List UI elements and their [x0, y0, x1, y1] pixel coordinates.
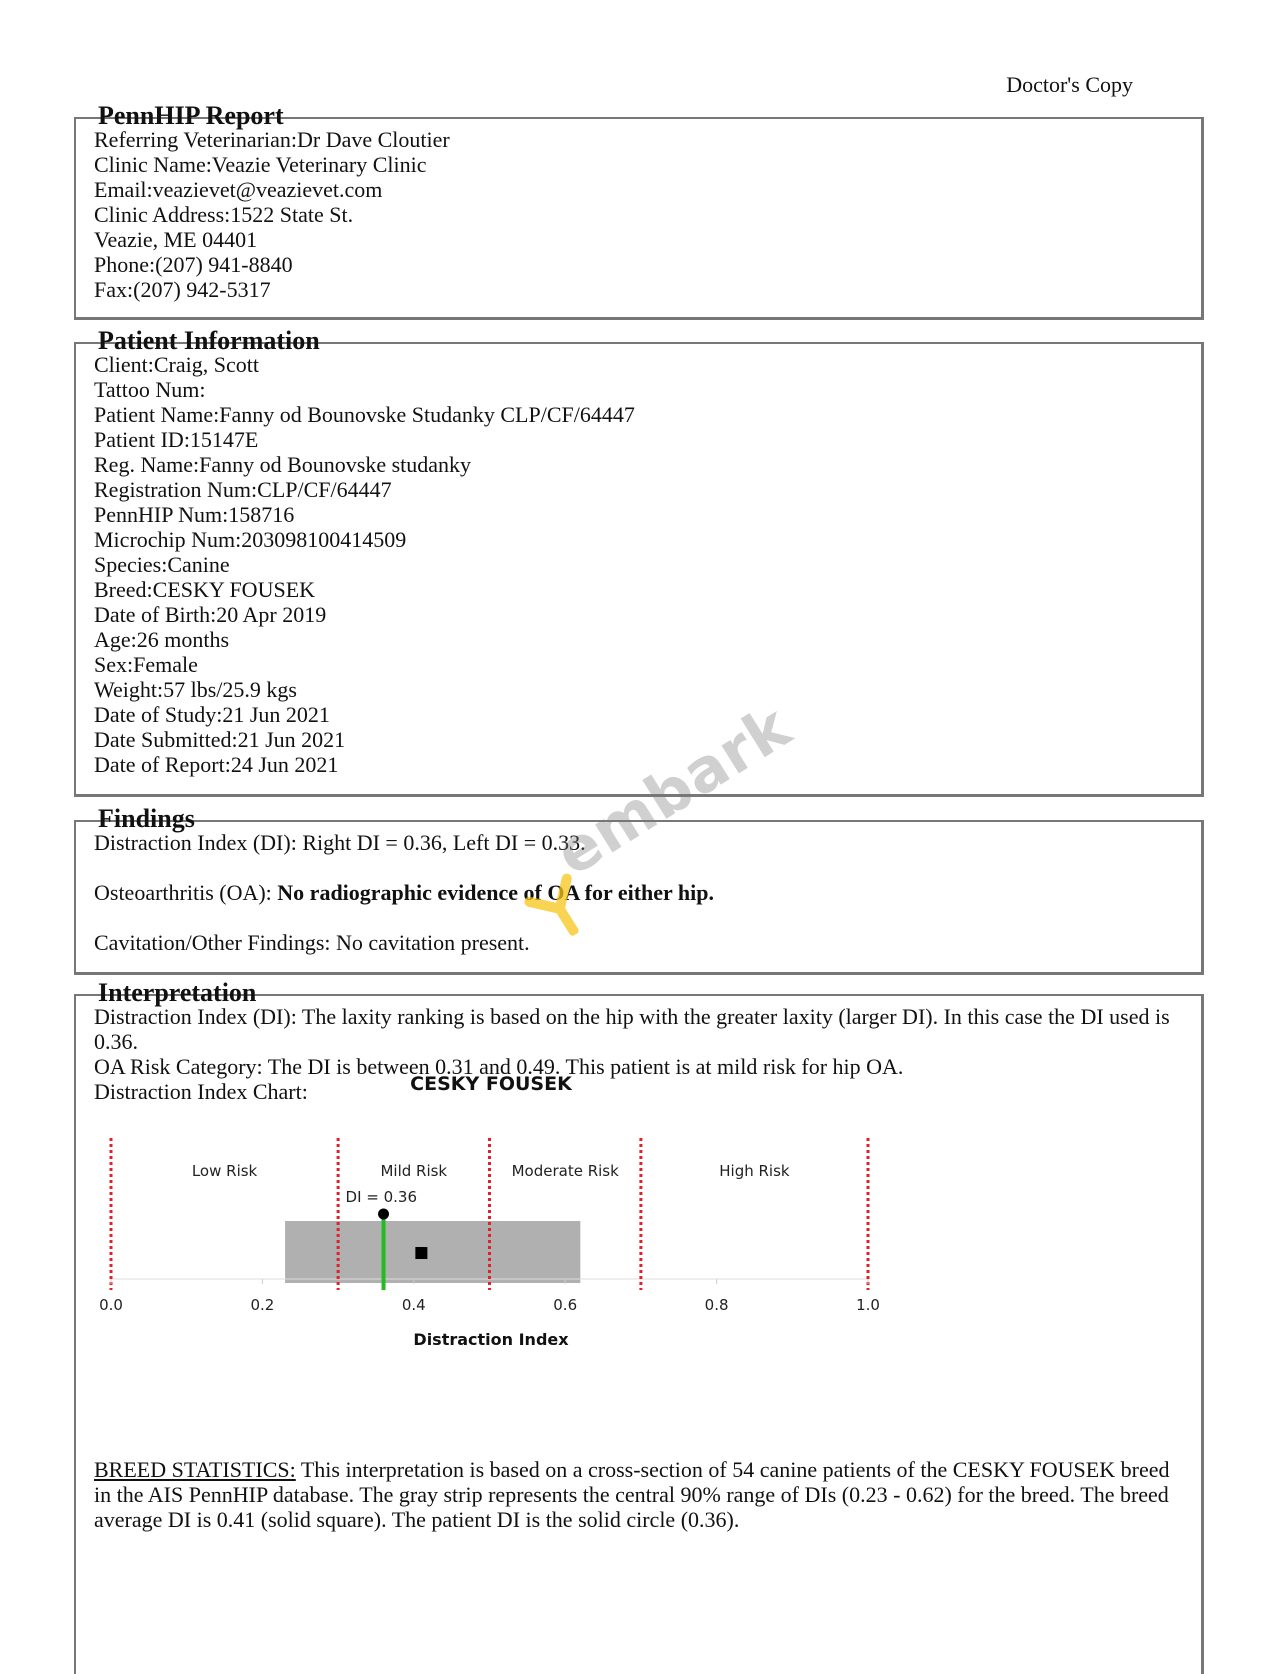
patient-dob: Date of Birth:20 Apr 2019	[94, 602, 327, 627]
clinic-address: Clinic Address:1522 State St.	[94, 202, 354, 227]
x-tick-label-2: 0.4	[401, 1296, 426, 1314]
findings-oa-prefix: Osteoarthritis (OA):	[94, 880, 278, 905]
risk-zone-label-0: Low Risk	[191, 1162, 258, 1180]
interp-oa-risk: OA Risk Category: The DI is between 0.31 and 0.49. This patient is at mild risk for hip OA.	[94, 1054, 904, 1079]
x-axis-label: Distraction Index	[413, 1330, 569, 1349]
findings-title: Findings	[98, 804, 195, 833]
patient-date-report: Date of Report:24 Jun 2021	[94, 752, 339, 777]
interp-chart-caption: Distraction Index Chart:	[94, 1079, 308, 1104]
risk-zone-label-1: Mild Risk	[380, 1162, 448, 1180]
findings-oa-result: No radiographic evidence of OA for either hip.	[277, 880, 715, 905]
findings-oa	[94, 880, 1201, 905]
breed-stats-text: This interpretation is based on a cross-section of 54 canine patients of the CESKY FOUSEK breed in the AIS PennHIP database. The gray strip represents the central 90% range of DIs (0.23 - 0.62) for the breed. The breed average DI is 0.41 (solid square). The patient DI is the solid circle (0.36).	[94, 1457, 1170, 1532]
patient-sex: Sex:Female	[94, 652, 198, 677]
interpretation-section	[74, 978, 1204, 1674]
report-title: PennHIP Report	[98, 101, 284, 130]
patient-client: Client:Craig, Scott	[94, 352, 259, 377]
report-section	[74, 101, 1204, 320]
interp-di-text: Distraction Index (DI): The laxity ranking is based on the hip with the greater laxity (larger DI). In this case the DI used is 0.36.	[94, 1004, 1170, 1054]
patient-date-submitted: Date Submitted:21 Jun 2021	[94, 727, 346, 752]
patient-age: Age:26 months	[94, 627, 230, 652]
patient-reg-num: Registration Num:CLP/CF/64447	[94, 477, 392, 502]
clinic-phone: Phone:(207) 941-8840	[94, 252, 293, 277]
x-tick-label-0: 0.0	[99, 1296, 123, 1314]
copy-label: Doctor's Copy	[1006, 72, 1133, 97]
x-tick-label-3: 0.6	[553, 1296, 578, 1314]
patient-id: Patient ID:15147E	[94, 427, 259, 452]
patient-breed: Breed:CESKY FOUSEK	[94, 577, 316, 602]
risk-zone-label-3: High Risk	[719, 1162, 790, 1180]
embark-watermark-text: embark	[543, 691, 804, 890]
patient-tattoo: Tattoo Num:	[94, 377, 206, 402]
findings-cavitation: Cavitation/Other Findings: No cavitation present.	[94, 930, 530, 955]
patient-microchip: Microchip Num:203098100414509	[94, 527, 407, 552]
x-tick-label-5: 1.0	[856, 1296, 880, 1314]
clinic-fax: Fax:(207) 942-5317	[94, 277, 271, 302]
x-tick-label-4: 0.8	[704, 1296, 729, 1314]
patient-pennhip-num: PennHIP Num:158716	[94, 502, 295, 527]
patient-date-study: Date of Study:21 Jun 2021	[94, 702, 330, 727]
referring-vet: Referring Veterinarian:Dr Dave Cloutier	[94, 127, 450, 152]
patient-section	[74, 326, 1204, 797]
findings-section	[74, 804, 1204, 975]
clinic-email: Email:veazievet@veazievet.com	[94, 177, 383, 202]
clinic-name: Clinic Name:Veazie Veterinary Clinic	[94, 152, 427, 177]
patient-weight: Weight:57 lbs/25.9 kgs	[94, 677, 297, 702]
x-tick-label-1: 0.2	[250, 1296, 275, 1314]
breed-average-marker	[415, 1247, 427, 1259]
findings-di: Distraction Index (DI): Right DI = 0.36, Left DI = 0.33.	[94, 830, 586, 855]
patient-di-label: DI = 0.36	[345, 1188, 418, 1206]
patient-title: Patient Information	[98, 326, 320, 355]
clinic-city: Veazie, ME 04401	[94, 227, 258, 252]
chart-title: CESKY FOUSEK	[410, 1073, 572, 1095]
risk-zone-label-2: Moderate Risk	[511, 1162, 619, 1180]
patient-di-marker	[378, 1209, 389, 1220]
interpretation-title: Interpretation	[98, 978, 257, 1007]
patient-name: Patient Name:Fanny od Bounovske Studanky CLP/CF/64447	[94, 402, 635, 427]
breed-statistics	[94, 1457, 1184, 1532]
patient-reg-name: Reg. Name:Fanny od Bounovske studanky	[94, 452, 472, 477]
breed-stats-label: BREED STATISTICS:	[94, 1457, 296, 1482]
breed-range-strip	[285, 1221, 580, 1283]
patient-species: Species:Canine	[94, 552, 230, 577]
